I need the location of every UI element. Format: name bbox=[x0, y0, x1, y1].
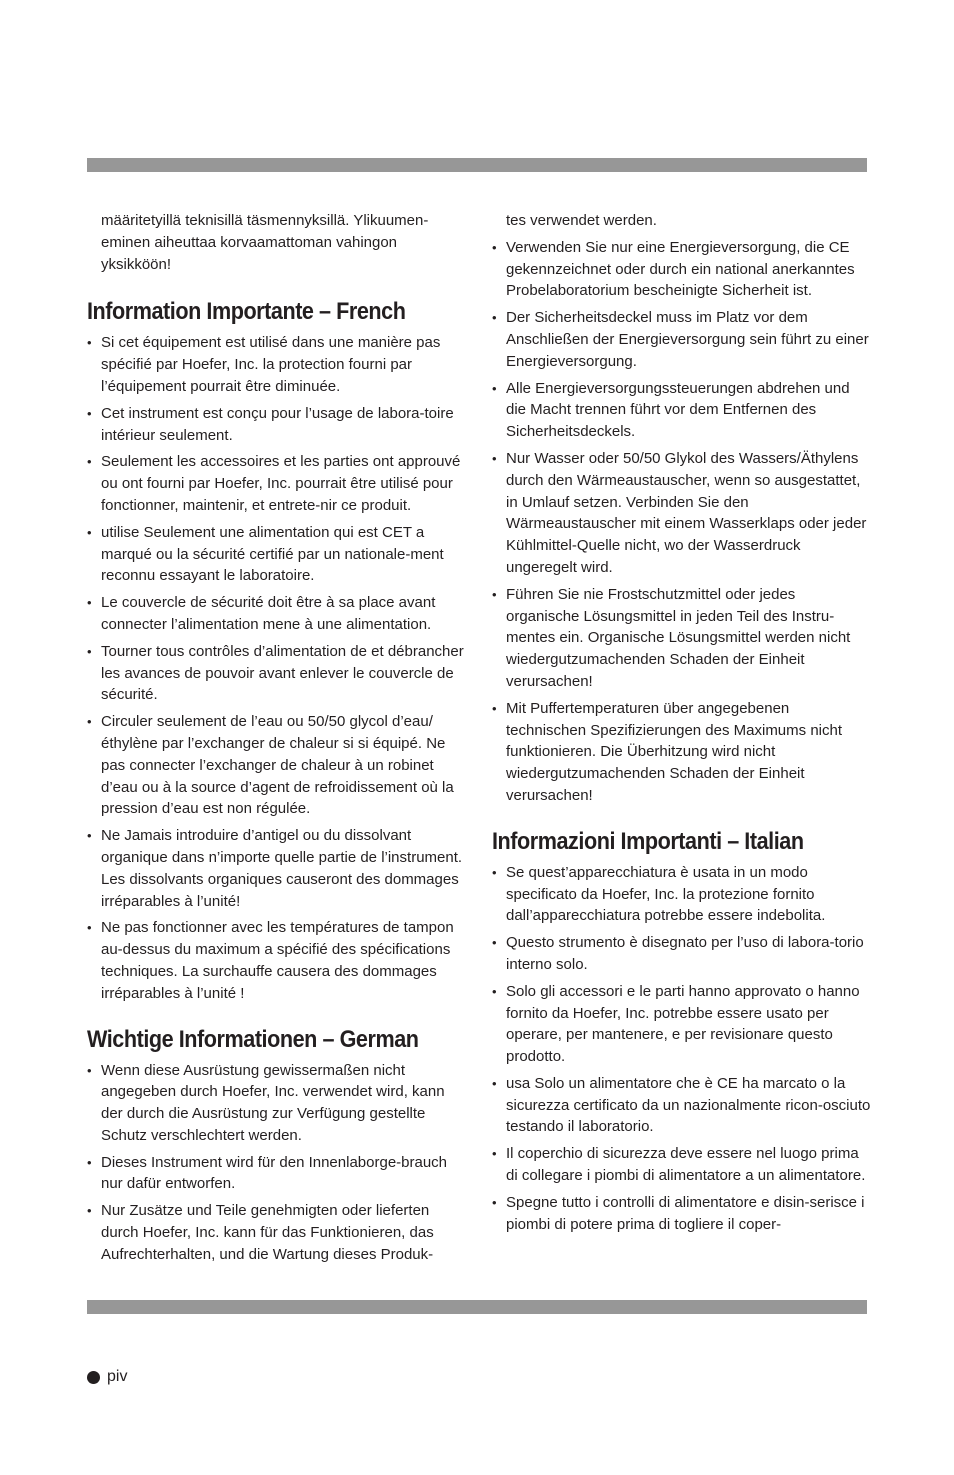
list-item: • Si cet équipement est utilisé dans une manière pas spécifié par Hoefer, Inc. la protection fourni par l’équipement pourrait être diminuée. bbox=[87, 332, 467, 397]
continuation-text-finnish: määritetyillä teknisillä täsmennyksillä. Ylikuumen-eminen aiheuttaa korvaamattoman vahingon yksikköön! bbox=[101, 212, 429, 273]
left-column bbox=[87, 210, 467, 1271]
page-footer bbox=[87, 1368, 127, 1386]
list-item: • Mit Puffertemperaturen über angegebenen technischen Spezifizierungen des Maximums nicht funktionieren. Die Überhitzung wird nicht wiedergutzumachenden Schaden der Einheit verursachen! bbox=[492, 698, 872, 807]
list-item: • Tourner tous contrôles d’alimentation de et débrancher les avances de pouvoir avant enlever le couvercle de sécurité. bbox=[87, 641, 467, 706]
bullet-dot-icon bbox=[87, 1371, 100, 1384]
list-item: • Spegne tutto i controlli di alimentatore e disin-serisce i piombi di potere prima di togliere il coper- bbox=[492, 1192, 872, 1236]
list-item: • Circuler seulement de l’eau ou 50/50 glycol d’eau/éthylène par l’exchanger de chaleur si si équipé. Ne pas connecter l’exchanger de chaleur à un robinet d’eau ou à la source d’agent de refroidissement où la pression d’eau est non régulée. bbox=[87, 711, 467, 820]
continuation-text-german: tes verwendet werden. bbox=[506, 212, 657, 229]
list-item: • Il coperchio di sicurezza deve essere nel luogo prima di collegare i piombi di alimentatore a un alimentatore. bbox=[492, 1143, 872, 1187]
list-item: • Nur Wasser oder 50/50 Glykol des Wassers/Äthylens durch den Wärmeaustauscher, wenn so ausgestattet, in Umlauf setzen. Verbinden Sie den Wärmeaustauscher mit einem Wasserklaps oder jeder Kühlmittel-Quelle nicht, wo der Wasserdruck ungeregelt wird. bbox=[492, 448, 872, 579]
list-item: • Alle Energieversorgungssteuerungen abdrehen und die Macht trennen führt vor dem Entfernen des Sicherheitsdeckels. bbox=[492, 378, 872, 443]
heading-french: Information Importante – French bbox=[87, 298, 406, 326]
list-item: • Solo gli accessori e le parti hanno approvato o hanno fornito da Hoefer, Inc. potrebbe essere usato per operare, per mantenere, e per revisionare questo prodotto. bbox=[492, 981, 872, 1068]
list-item: • utilise Seulement une alimentation qui est CET a marqué ou la sécurité certifié par un nationale-ment reconnu essayant le laboratoire. bbox=[87, 522, 467, 587]
list-item: • Seulement les accessoires et les parties ont approuvé ou ont fourni par Hoefer, Inc. pourrait être utilisé pour fonctionner, maintenir, et entrete-nir ce produit. bbox=[87, 451, 467, 516]
list-item: • Le couvercle de sécurité doit être à sa place avant connecter l’alimentation mene à une alimentation. bbox=[87, 592, 467, 636]
list-item: • Dieses Instrument wird für den Innenlaborge-brauch nur dafür entworfen. bbox=[87, 1152, 467, 1196]
heading-german: Wichtige Informationen – German bbox=[87, 1025, 419, 1053]
list-german-continued bbox=[492, 237, 872, 807]
right-column bbox=[492, 210, 872, 1240]
list-item: • Ne pas fonctionner avec les températures de tampon au-dessus du maximum a spécifié des spécifications techniques. La surchauffe causera des dommages irréparables à l’unité ! bbox=[87, 917, 467, 1004]
list-italian bbox=[492, 862, 872, 1236]
list-item: • Der Sicherheitsdeckel muss im Platz vor dem Anschließen der Energieversorgung sein führt zu einer Energieversorgung. bbox=[492, 307, 872, 372]
list-item: • Questo strumento è disegnato per l’uso di labora-torio interno solo. bbox=[492, 932, 872, 976]
page-number: piv bbox=[107, 1368, 128, 1385]
list-german bbox=[87, 1060, 467, 1266]
list-item: • Wenn diese Ausrüstung gewissermaßen nicht angegeben durch Hoefer, Inc. verwendet wird, kann der durch die Ausrüstung zur Verfügung gestellte Schutz verschlechtert werden. bbox=[87, 1060, 467, 1147]
list-item: • Führen Sie nie Frostschutzmittel oder jedes organische Lösungsmittel in jeden Teil des Instru-mentes ein. Organische Lösungsmittel werden nicht wiedergutzumachenden Schaden der Einheit verursachen! bbox=[492, 584, 872, 693]
header-rule bbox=[87, 158, 867, 172]
footer-rule bbox=[87, 1300, 867, 1314]
list-item: • Se quest’apparecchiatura è usata in un modo specificato da Hoefer, Inc. la protezione fornito dall’apparecchiatura potrebbe essere indebolita. bbox=[492, 862, 872, 927]
list-item: • usa Solo un alimentatore che è CE ha marcato o la sicurezza certificato da un nazionalmente ricon-osciuto testando il laboratorio. bbox=[492, 1073, 872, 1138]
heading-italian: Informazioni Importanti – Italian bbox=[492, 827, 804, 855]
list-item: • Nur Zusätze und Teile genehmigten oder lieferten durch Hoefer, Inc. kann für das Funktionieren, das Aufrechterhalten, und die Wartung dieses Produk- bbox=[87, 1200, 467, 1265]
list-french bbox=[87, 332, 467, 1004]
list-item: • Verwenden Sie nur eine Energieversorgung, die CE gekennzeichnet oder durch ein national anerkanntes Probelaboratorium bescheinigte Sicherheit ist. bbox=[492, 237, 872, 302]
list-item: • Ne Jamais introduire d’antigel ou du dissolvant organique dans n’importe quelle partie de l’instrument. Les dissolvants organiques causeront des dommages irréparables à l’unité! bbox=[87, 825, 467, 912]
list-item: • Cet instrument est conçu pour l’usage de labora-toire intérieur seulement. bbox=[87, 403, 467, 447]
